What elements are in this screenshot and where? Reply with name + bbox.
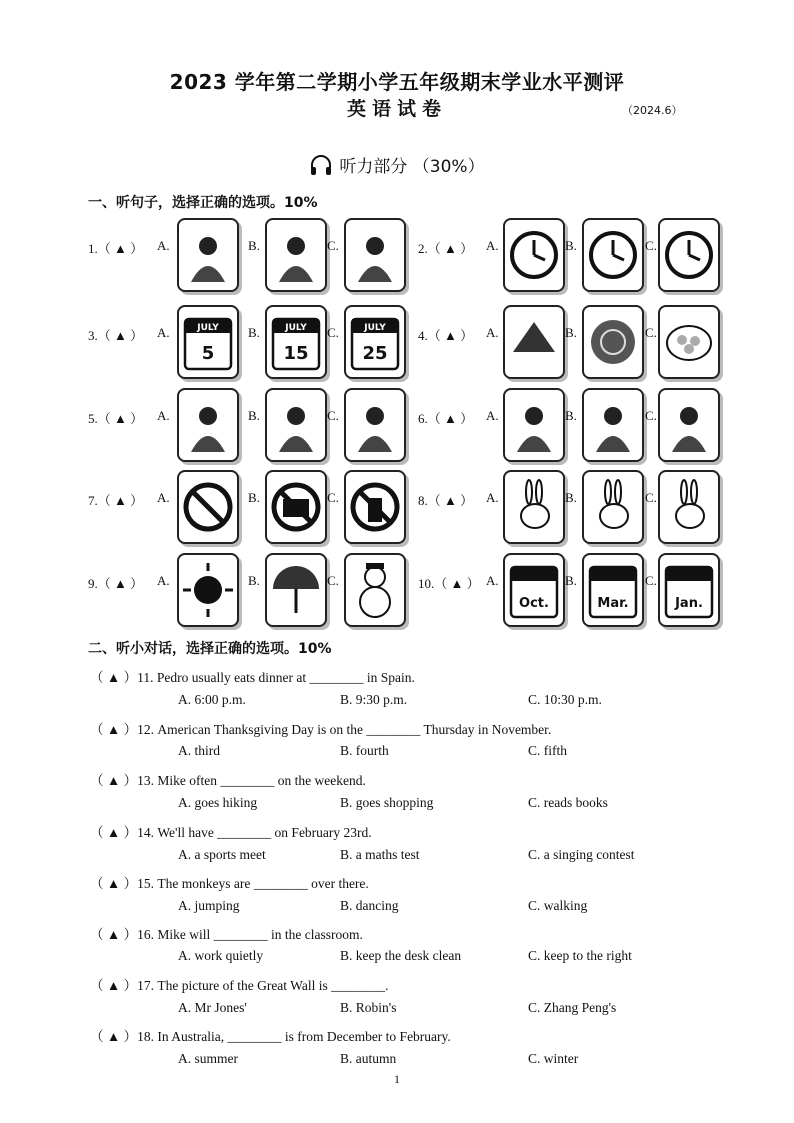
option-a[interactable]: A. a sports meet bbox=[178, 847, 266, 862]
question-number: 4.（ ▲ ） bbox=[418, 328, 474, 343]
question-stem: （ ▲ ）16. Mike will ________ in the classroom. bbox=[90, 927, 363, 942]
part2-title: 二、听小对话，选择正确的选项。10% bbox=[88, 641, 332, 657]
umbrella-icon[interactable] bbox=[265, 553, 327, 627]
rabbit-icon[interactable] bbox=[658, 470, 720, 544]
option-letter[interactable]: B. bbox=[248, 325, 260, 340]
option-letter[interactable]: A. bbox=[486, 490, 499, 505]
option-letter[interactable]: B. bbox=[248, 573, 260, 588]
option-letter[interactable]: A. bbox=[157, 238, 170, 253]
calendar-icon[interactable] bbox=[177, 305, 239, 379]
option-letter[interactable]: C. bbox=[327, 573, 339, 588]
question-stem: （ ▲ ）17. The picture of the Great Wall is ________. bbox=[90, 978, 389, 993]
question-number: 10.（ ▲ ） bbox=[418, 576, 480, 591]
option-letter[interactable]: B. bbox=[248, 408, 260, 423]
option-letter[interactable]: C. bbox=[327, 490, 339, 505]
option-c[interactable]: C. keep to the right bbox=[528, 948, 632, 963]
option-c[interactable]: C. winter bbox=[528, 1051, 579, 1066]
option-letter[interactable]: A. bbox=[157, 573, 170, 588]
option-letter[interactable]: C. bbox=[645, 325, 657, 340]
page-number: 1 bbox=[394, 1072, 400, 1086]
mooncake-icon[interactable] bbox=[582, 305, 644, 379]
option-b[interactable]: B. keep the desk clean bbox=[340, 948, 462, 963]
people-icon[interactable] bbox=[177, 388, 239, 462]
question-number: 7.（ ▲ ） bbox=[88, 493, 144, 508]
no-camera-icon[interactable] bbox=[265, 470, 327, 544]
option-b[interactable]: B. dancing bbox=[340, 898, 399, 913]
option-letter[interactable]: B. bbox=[565, 573, 577, 588]
option-letter[interactable]: A. bbox=[486, 573, 499, 588]
option-letter[interactable]: B. bbox=[565, 325, 577, 340]
option-b[interactable]: B. fourth bbox=[340, 743, 389, 758]
option-b[interactable]: B. Robin's bbox=[340, 1000, 397, 1015]
svg-text:5: 5 bbox=[201, 343, 215, 364]
cleaning-icon[interactable] bbox=[658, 388, 720, 462]
rabbit-icon[interactable] bbox=[503, 470, 565, 544]
option-letter[interactable]: B. bbox=[248, 238, 260, 253]
option-letter[interactable]: A. bbox=[157, 490, 170, 505]
option-c[interactable]: C. a singing contest bbox=[528, 847, 635, 862]
option-letter[interactable]: A. bbox=[157, 325, 170, 340]
option-a[interactable]: A. Mr Jones' bbox=[178, 1000, 247, 1015]
people-icon[interactable] bbox=[344, 388, 406, 462]
clock-icon[interactable] bbox=[503, 218, 565, 292]
option-letter[interactable]: A. bbox=[157, 408, 170, 423]
option-a[interactable]: A. 6:00 p.m. bbox=[178, 692, 246, 707]
option-b[interactable]: B. autumn bbox=[340, 1051, 397, 1066]
exam-date: （2024.6） bbox=[622, 104, 683, 117]
picnic-icon[interactable] bbox=[503, 388, 565, 462]
option-b[interactable]: B. a maths test bbox=[340, 847, 420, 862]
question-number: 1.（ ▲ ） bbox=[88, 241, 144, 256]
calendar-icon[interactable] bbox=[265, 305, 327, 379]
option-a[interactable]: A. work quietly bbox=[178, 948, 264, 963]
question-number: 5.（ ▲ ） bbox=[88, 411, 144, 426]
calendar-icon[interactable] bbox=[344, 305, 406, 379]
sun-icon[interactable] bbox=[177, 553, 239, 627]
option-c[interactable]: C. fifth bbox=[528, 743, 567, 758]
option-letter[interactable]: B. bbox=[565, 408, 577, 423]
no-sign-icon[interactable] bbox=[177, 470, 239, 544]
svg-text:JULY: JULY bbox=[364, 323, 386, 333]
option-b[interactable]: B. 9:30 p.m. bbox=[340, 692, 408, 707]
no-drink-icon[interactable] bbox=[344, 470, 406, 544]
option-letter[interactable]: A. bbox=[486, 325, 499, 340]
svg-text:25: 25 bbox=[362, 343, 388, 364]
question-stem: （ ▲ ）15. The monkeys are ________ over there. bbox=[90, 876, 369, 891]
question-stem: （ ▲ ）18. In Australia, ________ is from December to February. bbox=[90, 1029, 451, 1044]
option-letter[interactable]: C. bbox=[327, 408, 339, 423]
rice-dumpling-icon[interactable] bbox=[503, 305, 565, 379]
snowman-icon[interactable] bbox=[344, 553, 406, 627]
headphones-icon bbox=[309, 154, 333, 181]
option-letter[interactable]: B. bbox=[565, 490, 577, 505]
svg-text:JULY: JULY bbox=[197, 323, 219, 333]
option-letter[interactable]: C. bbox=[645, 490, 657, 505]
rabbit-icon[interactable] bbox=[582, 470, 644, 544]
option-c[interactable]: C. reads books bbox=[528, 795, 608, 810]
clock-icon[interactable] bbox=[582, 218, 644, 292]
option-b[interactable]: B. goes shopping bbox=[340, 795, 434, 810]
option-letter[interactable]: B. bbox=[248, 490, 260, 505]
cycling-icon[interactable] bbox=[582, 388, 644, 462]
question-number: 2.（ ▲ ） bbox=[418, 241, 474, 256]
option-letter[interactable]: A. bbox=[486, 408, 499, 423]
option-letter[interactable]: C. bbox=[645, 238, 657, 253]
option-letter[interactable]: C. bbox=[645, 408, 657, 423]
question-number: 6.（ ▲ ） bbox=[418, 411, 474, 426]
exam-subtitle: 英语试卷 bbox=[346, 98, 447, 120]
exam-title: 2023 学年第二学期小学五年级期末学业水平测评 bbox=[169, 70, 625, 94]
option-c[interactable]: C. 10:30 p.m. bbox=[528, 692, 602, 707]
option-a[interactable]: A. goes hiking bbox=[178, 795, 258, 810]
option-letter[interactable]: C. bbox=[327, 325, 339, 340]
option-a[interactable]: A. third bbox=[178, 743, 220, 758]
option-letter[interactable]: C. bbox=[327, 238, 339, 253]
listening-section-heading bbox=[0, 152, 794, 181]
option-letter[interactable]: C. bbox=[645, 573, 657, 588]
calendar-icon[interactable] bbox=[658, 553, 720, 627]
calendar-icon[interactable] bbox=[503, 553, 565, 627]
people-icon[interactable] bbox=[265, 388, 327, 462]
part1-title: 一、听句子，选择正确的选项。10% bbox=[88, 195, 318, 211]
question-number: 9.（ ▲ ） bbox=[88, 576, 144, 591]
svg-text:15: 15 bbox=[283, 343, 309, 364]
question-number: 3.（ ▲ ） bbox=[88, 328, 144, 343]
question-stem: （ ▲ ）14. We'll have ________ on February 23rd. bbox=[90, 825, 372, 840]
calendar-icon[interactable] bbox=[582, 553, 644, 627]
computer-boy-icon[interactable] bbox=[344, 218, 406, 292]
section-label: 听力部分 （30%） bbox=[339, 157, 485, 177]
svg-text:Oct.: Oct. bbox=[519, 596, 549, 611]
runner-icon[interactable] bbox=[265, 218, 327, 292]
option-a[interactable]: A. summer bbox=[178, 1051, 238, 1066]
singer-icon[interactable] bbox=[177, 218, 239, 292]
svg-text:JULY: JULY bbox=[285, 323, 307, 333]
option-c[interactable]: C. Zhang Peng's bbox=[528, 1000, 617, 1015]
option-a[interactable]: A. jumping bbox=[178, 898, 240, 913]
svg-text:Jan.: Jan. bbox=[675, 596, 703, 611]
clock-icon[interactable] bbox=[658, 218, 720, 292]
option-letter[interactable]: A. bbox=[486, 238, 499, 253]
question-number: 8.（ ▲ ） bbox=[418, 493, 474, 508]
option-c[interactable]: C. walking bbox=[528, 898, 588, 913]
dumplings-icon[interactable] bbox=[658, 305, 720, 379]
question-stem: （ ▲ ）11. Pedro usually eats dinner at ________ in Spain. bbox=[90, 670, 415, 685]
svg-text:Mar.: Mar. bbox=[597, 596, 629, 611]
question-stem: （ ▲ ）12. American Thanksgiving Day is on the ________ Thursday in November. bbox=[90, 722, 552, 737]
option-letter[interactable]: B. bbox=[565, 238, 577, 253]
question-stem: （ ▲ ）13. Mike often ________ on the weekend. bbox=[90, 773, 366, 788]
